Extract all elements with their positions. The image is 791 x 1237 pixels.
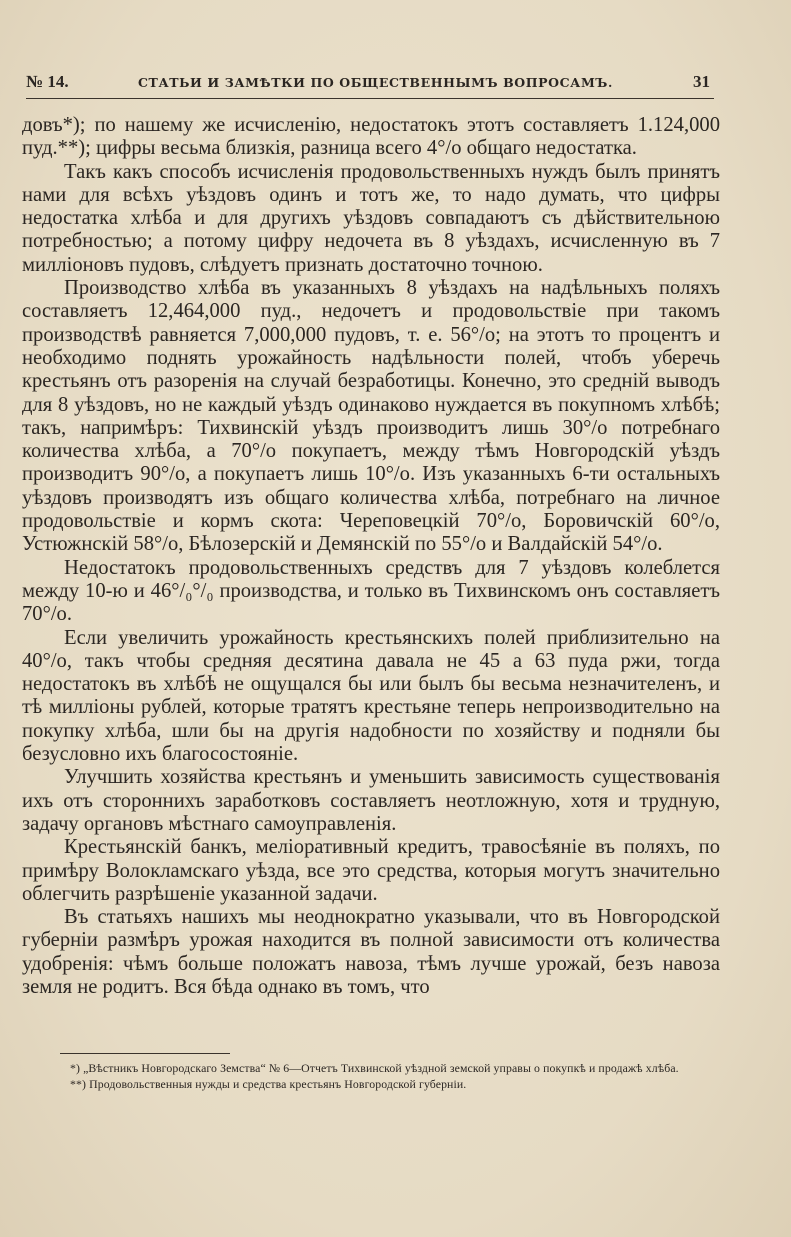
article-body [22, 114, 720, 999]
paragraph: Крестьянскiй банкъ, мелiоративный кредитъ, травосѣянiе въ поляхъ, по примѣру Волокламскаго уѣзда, все это средства, которыя могутъ значительно облегчить разрѣшенiе указанной задачи. [22, 836, 720, 905]
paragraph: Недостатокъ продовольственныхъ средствъ для 7 уѣздовъ колеблется между 10-ю и 46°/₀°/₀ производства, и только въ Тихвинскомъ онъ составляетъ 70°/о. [22, 556, 720, 626]
paragraph: Если увеличить урожайность крестьянскихъ полей приблизительно на 40°/о, такъ чтобы средняя десятина давала не 45 а 63 пуда ржи, тогда недостатокъ въ хлѣбѣ не ощущался бы или былъ бы весьма незначителенъ, и тѣ миллiоны рублей, которые тратятъ крестьяне теперь непроизводительно на покупку хлѣба, шли бы на другiя надобности по хозяйству и подняли бы безусловно ихъ благосостоянiе. [22, 626, 720, 766]
paragraph: довъ*); по нашему же исчисленiю, недостатокъ этотъ составляетъ 1.124,000 пуд.**); цифры весьма близкiя, разница всего 4°/о общаго недостатка. [22, 114, 720, 160]
issue-number: № 14. [26, 72, 69, 91]
paragraph: Производство хлѣба въ указанныхъ 8 уѣздахъ на надѣльныхъ поляхъ составляетъ 12,464,000 пуд., недочетъ и продовольствiе при такомъ производствѣ равняется 7,000,000 пудовъ, т. е. 56°/о; на этотъ то процентъ и необходимо поднять урожайность надѣльности полей, чтобъ уберечь крестьянъ отъ разоренiя на случай безработицы. Конечно, это среднiй выводъ для 8 уѣздовъ, но не каждый уѣздъ одинаково нуждается въ покупномъ хлѣбѣ; такъ, напримѣръ: Тихвинскiй уѣздъ производитъ лишь 30°/о потребнаго количества хлѣба, а 70°/о покупаетъ, между тѣмъ Новгородскiй уѣздъ производитъ 90°/о, а покупаетъ лишь 10°/о. Изъ указанныхъ 6-ти остальныхъ уѣздовъ производятъ изъ общаго количества хлѣба, потребнаго на личное продовольствiе и кормъ скота: Череповецкiй 70°/о, Боровичскiй 60°/о, Устюжнскiй 58°/о, Бѣлозерскiй и Демянскiй по 55°/о и Валдайскiй 54°/о. [22, 277, 720, 556]
paragraph: Въ статьяхъ нашихъ мы неоднократно указывали, что въ Новгородской губернiи размѣръ урожая находится въ полной зависимости отъ количества удобренiя: чѣмъ больше положатъ навоза, тѣмъ лучше урожай, безъ навоза земля не родитъ. Вся бѣда однако въ томъ, что [22, 906, 720, 998]
footnote: **) Продовольственныя нужды и средства крестьянъ Новгородской губернiи. [70, 1077, 467, 1091]
footnote-divider [60, 1053, 230, 1054]
footnote: *) „Вѣстникъ Новгородскаго Земства“ № 6—Отчетъ Тихвинской уѣздной земской управы о покупкѣ и продажѣ хлѣба. [70, 1061, 679, 1075]
section-title: СТАТЬИ И ЗАМѢТКИ ПО ОБЩЕСТВЕННЫМЪ ВОПРОСАМЪ. [138, 75, 613, 90]
page-number: 31 [693, 72, 710, 91]
paragraph: Улучшить хозяйства крестьянъ и уменьшить зависимость существованiя ихъ отъ стороннихъ заработковъ составляетъ неотложную, хотя и трудную, задачу органовъ мѣстнаго самоуправленiя. [22, 766, 720, 835]
running-header [26, 70, 714, 99]
footnotes [22, 1060, 724, 1092]
paragraph: Такъ какъ способъ исчисленiя продовольственныхъ нуждъ былъ принятъ нами для всѣхъ уѣздовъ одинъ и тотъ же, то надо думать, что цифры недостатка хлѣба и для другихъ уѣздовъ совпадаютъ съ дѣйствительною потребностью; а потому цифру недочета въ 8 уѣздахъ, исчисленную въ 7 миллiоновъ пудовъ, слѣдуетъ признать достаточно точною. [22, 160, 720, 276]
